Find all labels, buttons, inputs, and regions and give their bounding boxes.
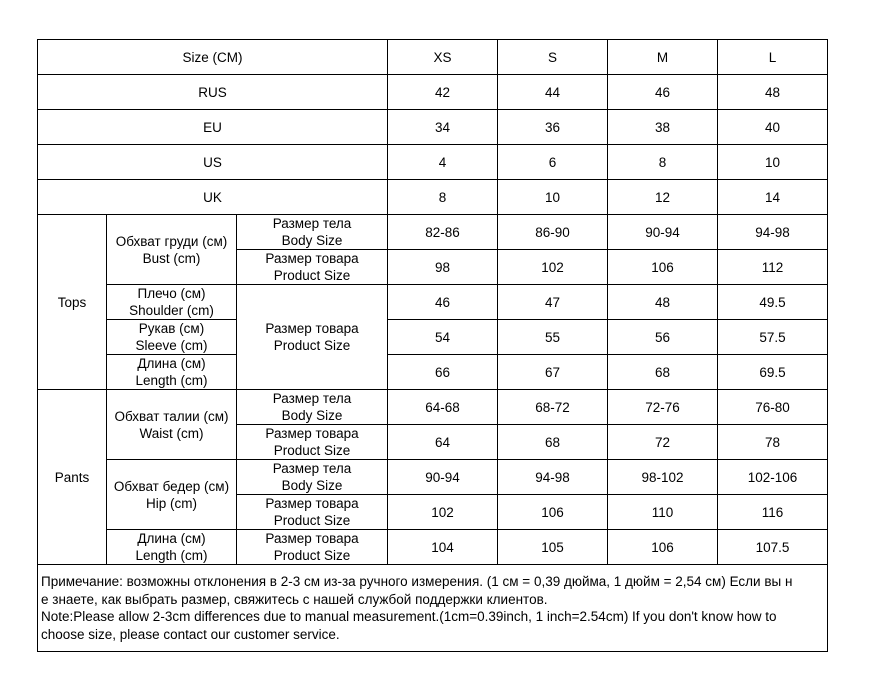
hip-body-s: 94-98 <box>498 460 608 495</box>
uk-l: 14 <box>718 180 828 215</box>
size-type-product <box>237 425 388 460</box>
waist-product-s: 68 <box>498 425 608 460</box>
sleeve-s: 55 <box>498 320 608 355</box>
bust-body-s: 86-90 <box>498 215 608 250</box>
shoulder-l: 49.5 <box>718 285 828 320</box>
pants-waist-body-row <box>38 390 828 425</box>
tops-bust-body-row <box>38 215 828 250</box>
rus-s: 44 <box>498 75 608 110</box>
size-chart-table <box>37 39 828 652</box>
note-line-ru-2: е знаете, как выбрать размер, свяжитесь с нашей службой поддержки клиентов. <box>41 591 548 607</box>
bust-product-s: 102 <box>498 250 608 285</box>
uk-xs: 8 <box>388 180 498 215</box>
eu-l: 40 <box>718 110 828 145</box>
tops-length-measure-label <box>107 355 237 390</box>
sleeve-label-en: Sleeve (cm) <box>135 338 208 353</box>
pants-length-label-ru: Длина (см) <box>137 531 206 546</box>
us-xs: 4 <box>388 145 498 180</box>
uk-m: 12 <box>608 180 718 215</box>
sleeve-measure-label <box>107 320 237 355</box>
us-label: US <box>38 145 388 180</box>
waist-product-xs: 64 <box>388 425 498 460</box>
size-type-product-en: Product Size <box>273 338 351 353</box>
waist-body-xs: 64-68 <box>388 390 498 425</box>
note-row <box>38 565 828 652</box>
bust-body-m: 90-94 <box>608 215 718 250</box>
pants-length-label-en: Length (cm) <box>135 548 208 563</box>
waist-label-ru: Обхват талии (см) <box>114 408 229 424</box>
eu-s: 36 <box>498 110 608 145</box>
size-header-s: S <box>498 40 608 75</box>
size-header-label: Size (CM) <box>38 40 388 75</box>
hip-product-l: 116 <box>718 495 828 530</box>
size-header-xs: XS <box>388 40 498 75</box>
hip-product-m: 110 <box>608 495 718 530</box>
size-type-body-en: Body Size <box>281 233 343 248</box>
size-type-product-en: Product Size <box>273 513 351 528</box>
sleeve-label-ru: Рукав (см) <box>138 321 205 336</box>
tops-length-row <box>38 355 828 390</box>
bust-measure-label <box>107 215 237 285</box>
bust-product-m: 106 <box>608 250 718 285</box>
size-header-l: L <box>718 40 828 75</box>
size-type-body-en: Body Size <box>281 478 343 493</box>
size-type-product-en: Product Size <box>273 268 351 283</box>
size-type-product-ru: Размер товара <box>265 496 359 511</box>
shoulder-measure-label <box>107 285 237 320</box>
size-type-body-ru: Размер тела <box>272 216 352 231</box>
bust-body-xs: 82-86 <box>388 215 498 250</box>
size-type-product <box>237 495 388 530</box>
uk-label: UK <box>38 180 388 215</box>
pants-length-s: 105 <box>498 530 608 565</box>
eu-xs: 34 <box>388 110 498 145</box>
rus-l: 48 <box>718 75 828 110</box>
pants-length-xs: 104 <box>388 530 498 565</box>
size-type-body <box>237 390 388 425</box>
waist-label-en: Waist (cm) <box>139 425 204 441</box>
bust-label-en: Bust (cm) <box>142 250 201 266</box>
bust-label-ru: Обхват груди (см) <box>115 233 228 249</box>
measurement-note <box>38 565 828 652</box>
waist-product-m: 72 <box>608 425 718 460</box>
note-line-ru-1: Примечание: возможны отклонения в 2-3 см из-за ручного измерения. (1 см = 0,39 дюйма, 1 дюйм = 2,54 см) Если вы н <box>41 574 793 589</box>
us-m: 8 <box>608 145 718 180</box>
size-type-product <box>237 250 388 285</box>
hip-product-s: 106 <box>498 495 608 530</box>
rus-row <box>38 75 828 110</box>
eu-m: 38 <box>608 110 718 145</box>
sleeve-l: 57.5 <box>718 320 828 355</box>
hip-product-xs: 102 <box>388 495 498 530</box>
size-header-m: M <box>608 40 718 75</box>
sleeve-xs: 54 <box>388 320 498 355</box>
pants-hip-body-row <box>38 460 828 495</box>
uk-row <box>38 180 828 215</box>
tops-length-m: 68 <box>608 355 718 390</box>
tops-length-l: 69.5 <box>718 355 828 390</box>
uk-s: 10 <box>498 180 608 215</box>
waist-body-l: 76-80 <box>718 390 828 425</box>
size-type-body <box>237 460 388 495</box>
shoulder-label-en: Shoulder (cm) <box>129 303 214 318</box>
hip-body-m: 98-102 <box>608 460 718 495</box>
us-l: 10 <box>718 145 828 180</box>
eu-row <box>38 110 828 145</box>
waist-body-s: 68-72 <box>498 390 608 425</box>
pants-length-m: 106 <box>608 530 718 565</box>
shoulder-m: 48 <box>608 285 718 320</box>
shoulder-s: 47 <box>498 285 608 320</box>
waist-product-l: 78 <box>718 425 828 460</box>
rus-xs: 42 <box>388 75 498 110</box>
eu-label: EU <box>38 110 388 145</box>
tops-length-s: 67 <box>498 355 608 390</box>
note-line-en-2: choose size, please contact our customer service. <box>41 626 340 642</box>
size-type-product-ru: Размер товара <box>265 251 359 266</box>
bust-product-l: 112 <box>718 250 828 285</box>
hip-body-l: 102-106 <box>718 460 828 495</box>
size-type-body <box>237 215 388 250</box>
header-row <box>38 40 828 75</box>
size-type-body-ru: Размер тела <box>272 391 352 406</box>
hip-label-ru: Обхват бедер (см) <box>113 478 230 494</box>
pants-label: Pants <box>38 390 107 565</box>
hip-measure-label <box>107 460 237 530</box>
shoulder-label-ru: Плечо (см) <box>137 286 206 301</box>
size-type-product-ru: Размер товара <box>265 321 359 336</box>
size-type-product <box>237 530 388 565</box>
tops-length-label-ru: Длина (см) <box>137 356 206 371</box>
pants-length-measure-label <box>107 530 237 565</box>
us-row <box>38 145 828 180</box>
tops-length-label-en: Length (cm) <box>135 373 208 388</box>
rus-label: RUS <box>38 75 388 110</box>
size-type-body-ru: Размер тела <box>272 461 352 476</box>
tops-sleeve-row <box>38 320 828 355</box>
bust-product-xs: 98 <box>388 250 498 285</box>
tops-shoulder-row <box>38 285 828 320</box>
shoulder-xs: 46 <box>388 285 498 320</box>
size-type-product-en: Product Size <box>273 548 351 563</box>
waist-measure-label <box>107 390 237 460</box>
note-line-en-1: Note:Please allow 2-3cm differences due to manual measurement.(1cm=0.39inch, 1 inch=2.54cm) If you don't know how to <box>41 609 777 624</box>
rus-m: 46 <box>608 75 718 110</box>
size-type-product <box>237 285 388 390</box>
us-s: 6 <box>498 145 608 180</box>
size-type-body-en: Body Size <box>281 408 343 423</box>
size-type-product-ru: Размер товара <box>265 531 359 546</box>
size-type-product-en: Product Size <box>273 443 351 458</box>
waist-body-m: 72-76 <box>608 390 718 425</box>
bust-body-l: 94-98 <box>718 215 828 250</box>
pants-length-row <box>38 530 828 565</box>
sleeve-m: 56 <box>608 320 718 355</box>
pants-length-l: 107.5 <box>718 530 828 565</box>
hip-body-xs: 90-94 <box>388 460 498 495</box>
hip-label-en: Hip (cm) <box>146 495 197 511</box>
tops-length-xs: 66 <box>388 355 498 390</box>
tops-label: Tops <box>38 215 107 390</box>
size-type-product-ru: Размер товара <box>265 426 359 441</box>
